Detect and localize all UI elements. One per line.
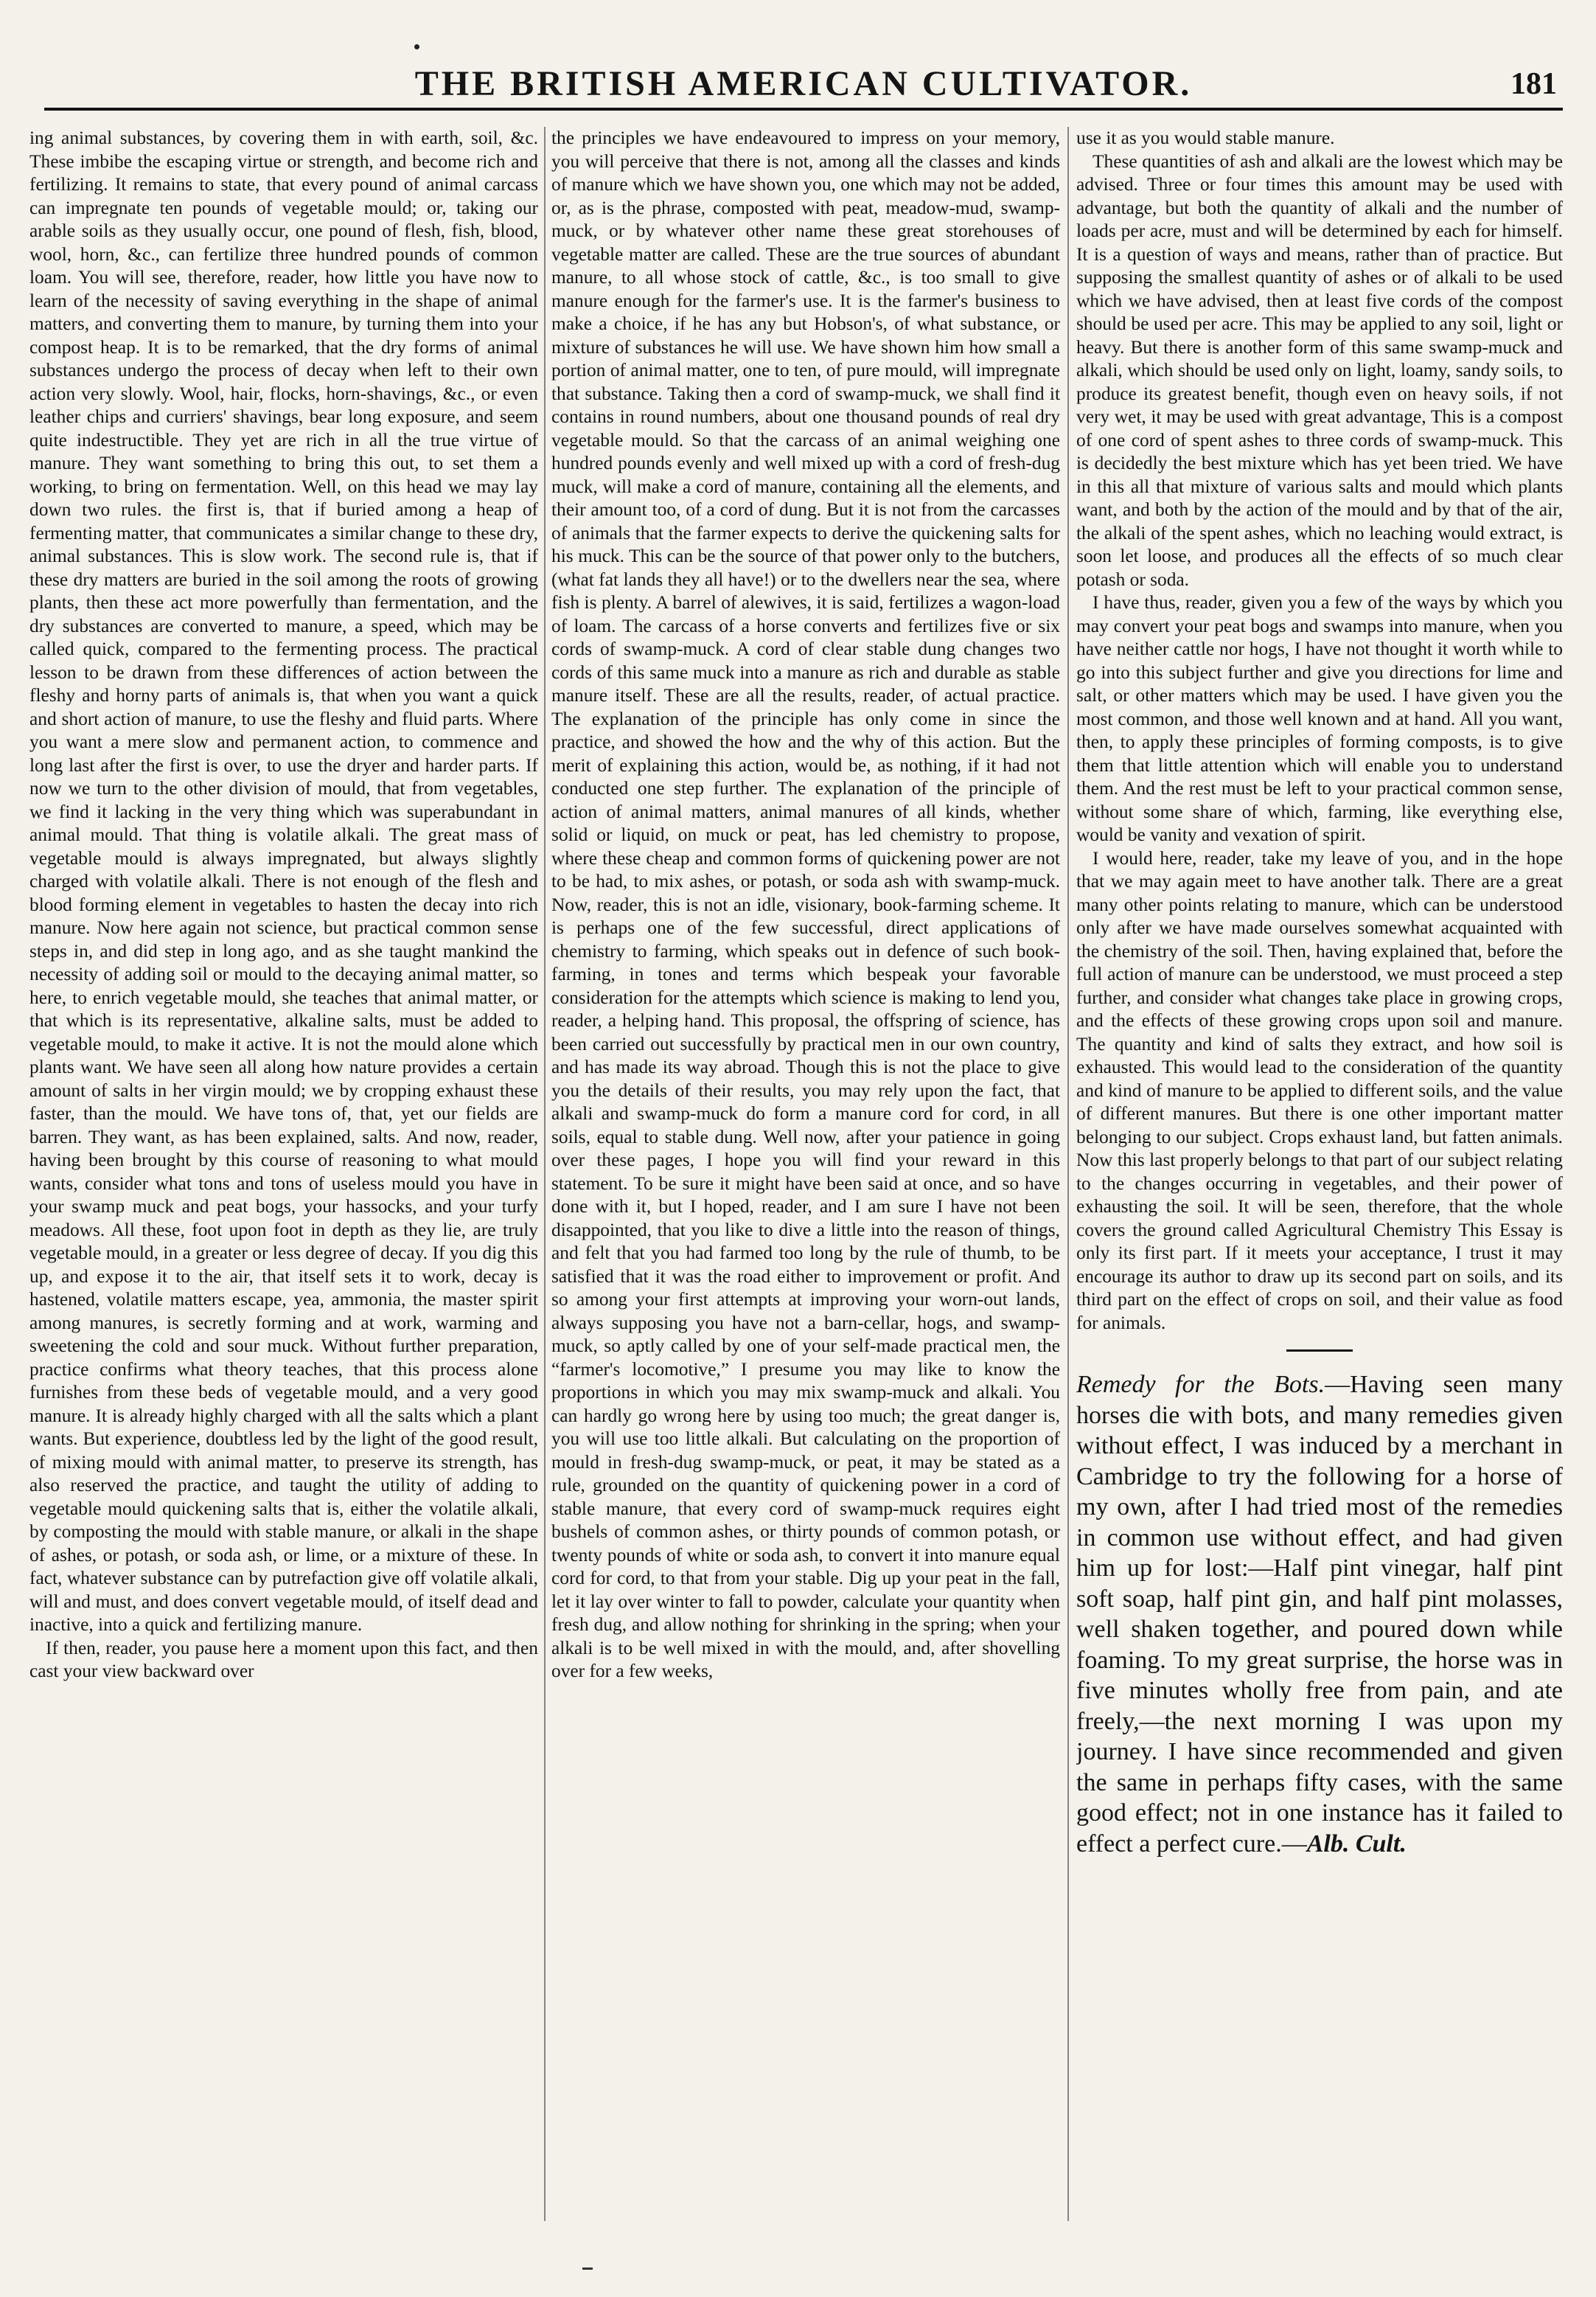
paragraph: I have thus, reader, given you a few of the ways by which you may convert your peat bogs and swamps into manure, when you have neither cattle nor hogs, I have not thought it worth while to go into this subject further and give you directions for lime and salt, or other matters which may be used. I have given you the most common, and those well known and at hand. All you want, then, to apply these principles of forming composts, is to give them that little attention which will enable you to understand them. And the rest must be left to your practical common sense, without some share of which, farming, like everything else, would be vanity and vexation of spirit. (1076, 592, 1563, 845)
paragraph: use it as you would stable manure. (1076, 128, 1335, 148)
page-number: 181 (1510, 67, 1557, 101)
section-divider (1286, 1349, 1353, 1352)
column-divider (1067, 127, 1069, 2221)
remedy-title: Remedy for the Bots. (1076, 1371, 1325, 1398)
remedy-body: —Having seen many horses die with bots, and many remedies given without effect, I was induced by a merchant in Cambridge to try the following for a horse of my own, after I had tried most of the remedies in common use without effect, and had given him up for lost:—Half pint vinegar, half pint soft soap, half pint gin, and half pint molasses, well shaken together, and poured down while foaming. To my great surprise, the horse was in five minutes wholly free from pain, and ate freely,—the next morning I was upon my journey. I have since recommended and given the same in perhaps fifty cases, with the same good effect; not in one instance has it failed to effect a perfect cure.— (1076, 1371, 1563, 1858)
column-3 (1076, 127, 1563, 2221)
paragraph: ing animal substances, by covering them in with earth, soil, &c. These imbibe the escaping virtue or strength, and become rich and fertilizing. It remains to state, that every pound of animal carcass can impregnate ten pounds of vegetable mould; or, taking our arable soils as they usually occur, one pound of flesh, fish, blood, wool, horn, &c., can fertilize three hundred pounds of common loam. You will see, therefore, reader, how little you have now to learn of the necessity of saving everything in the shape of animal matters, and converting them to manure, by turning them into your compost heap. It is to be remarked, that the dry forms of animal substances undergo the process of decay when left to their own action very slowly. Wool, hair, flocks, horn-shavings, &c., or even leather chips and curriers' shavings, bear long exposure, and seem quite indestructible. They yet are rich in all the true virtue of manure. They want something to bring this out, to set them a working, to bring on fermentation. Well, on this head we may lay down two rules. the first is, that if buried among a heap of fermenting matter, that communicates a similar change to these dry, animal substances. This is slow work. The second rule is, that if these dry matters are buried in the soil among the roots of growing plants, then these act more powerfully than fermentation, and the dry substances are converted to manure, a speed, which may be called quick, compared to the fermenting process. The practical lesson to be drawn from these differences of action between the fleshy and horny parts of animals is, that when you want a quick and short action of manure, to use the fleshy and fluid parts. Where you want a mere slow and permanent action, to commence and long last after the first is over, to use the dryer and harder parts. If now we turn to the other division of mould, that from vegetables, we find it lacking in the very thing which was superabundant in animal mould. That thing is volatile alkali. The great mass of vegetable mould is always impregnated, but always slightly charged with volatile alkali. There is not enough of the flesh and blood forming element in vegetables to hasten the decay into rich manure. Now here again not science, but practical common sense steps in, and did step in long ago, and as she taught mankind the necessity of adding soil or mould to the decaying animal matter, so here, to enrich vegetable mould, she teaches that animal matter, or that which is its representative, alkaline salts, must be added to vegetable mould, to make it active. It is not the mould alone which plants want. We have seen all along how nature provides a certain amount of salts in her virgin mould; we by cropping exhaust these faster, than the mould. We have tons of, that, yet our fields are barren. They want, as has been explained, salts. And now, reader, having been brought by this course of reasoning to what mould wants, consider what tons and tons of useless mould you have in your swamp muck and peat bogs, your hassocks, and your turfy meadows. All these, foot upon foot in depth as they lie, are truly vegetable mould, in a greater or less degree of decay. If you dig this up, and expose it to the air, that itself sets it to work, decay is hastened, volatile matters escape, yea, ammonia, the master spirit among manures, is secretly forming and at work, warming and sweetening the cold and sour muck. Without further preparation, practice confirms what theory teaches, that this process alone furnishes from these beds of vegetable mould, and a very good manure. It is already highly charged with all the salts which a plant wants. But experience, doubtless led by the light of the good result, of mixing mould with animal matter, to preserve its strength, has also reserved the practice, and taught the utility of adding to vegetable mould quickening salts that is, either the volatile alkali, by composting the mould with stable manure, or alkali in the shape of ashes, or potash, or soda ash, or lime, or a mixture of these. In fact, whatever substance can by putrefaction give off volatile alkali, will and must, and does convert vegetable mould, of itself dead and inactive, into a quick and fertilizing manure. (29, 128, 538, 1635)
paragraph: These quantities of ash and alkali are the lowest which may be advised. Three or four times this amount may be used with advantage, but both the quantity of alkali and the number of loads per acre, must and will be determined by each for himself. It is a question of ways and means, rather than of practice. But supposing the smallest quantity of ashes or of alkali to be used which we have advised, then at least five cords of the compost should be used per acre. This may be applied to any soil, light or heavy. But there is another form of this same swamp-muck and alkali, which should be used only on light, loamy, sandy soils, to produce its greatest benefit, though even on heavy soils, if not very wet, it may be used with great advantage, This is a compost of one cord of spent ashes to three cords of swamp-muck. This is decidedly the best mixture which has yet been tried. We have in this all that mixture of various salts and mould which plants want, and both by the action of the mould and by that of the air, the alkali of the spent ashes, which no leaching would extract, is soon let loose, and produces all the effects of so much clear potash or soda. (1076, 150, 1563, 590)
column-1 (29, 127, 538, 2221)
running-title: THE BRITISH AMERICAN CULTIVATOR. (414, 64, 1193, 103)
column-2 (551, 127, 1060, 2221)
remedy-article (1076, 1369, 1563, 1859)
column-divider (544, 127, 546, 2221)
article-columns (29, 127, 1563, 2265)
footer-mark (582, 2268, 593, 2270)
paragraph: I would here, reader, take my leave of you, and in the hope that we may again meet to have another talk. There are a great many other points relating to manure, which can be understood only after we have made ourselves somewhat acquainted with the chemistry of the soil. Then, having explained that, before the full action of manure can be understood, we must proceed a step further, and consider what changes take place in growing crops, and the effects of these growing crops upon soil and manure. The quantity and kind of salts they extract, and how soil is exhausted. This would lead to the consideration of the quantity and kind of manure to be applied to different soils, and the value of different manures. But there is one other important matter belonging to our subject. Crops exhaust land, but fatten animals. Now this last properly belongs to that part of our subject relating to the changes occurring in vegetables, and their power of exhausting the soil. It will be seen, therefore, that the whole covers the ground called Agricultural Chemistry This Essay is only its first part. If it meets your acceptance, I trust it may encourage its author to draw up its second part on soils, and its third part on the effect of crops on soil, and their value as food for animals. (1076, 847, 1563, 1333)
masthead (44, 53, 1563, 111)
paragraph: the principles we have endeavoured to impress on your memory, you will perceive that there is not, among all the classes and kinds of manure which we have shown you, one which may not be added, or, as is the phrase, composted with peat, meadow-mud, swamp-muck, or by whatever other name these great storehouses of vegetable matter are called. These are the true sources of abundant manure, to all whose stock of cattle, &c., is too small to give manure enough for the farmer's use. It is the farmer's business to make a choice, if he has any but Hobson's, of what substance, or mixture of substances he will use. We have shown him how small a portion of animal matter, one to ten, of pure mould, will impregnate that substance. Taking then a cord of swamp-muck, we shall find it contains in round numbers, about one thousand pounds of real dry vegetable mould. So that the carcass of an animal weighing one hundred pounds evenly and well mixed up with a cord of fresh-dug muck, will make a cord of manure, containing all the elements, and their amount too, of a cord of dung. But it is not from the carcasses of animals that the farmer expects to derive the quickening salts for his muck. This can be the source of that power only to the butchers, (what fat lands they all have!) or to the dwellers near the sea, where fish is plenty. A barrel of alewives, it is said, fertilizes a wagon-load of loam. The carcass of a horse converts and fertilizes five or six cords of swamp-muck. A cord of clear stable dung changes two cords of this same muck into a manure as rich and durable as stable manure itself. These are all the results, reader, of actual practice. The explanation of the principle has only come in since the practice, and showed the how and the why of this action. But the merit of explaining this action, would be, as nothing, if it had not conducted one step further. The explanation of the principle of action of animal matters, animal manures of all kinds, whether solid or liquid, on muck or peat, has led chemistry to propose, where these cheap and common forms of quickening power are not to be had, to mix ashes, or potash, or soda ash with swamp-muck. Now, reader, this is not an idle, visionary, book-farming scheme. It is perhaps one of the few successful, direct applications of chemistry to farming, which speaks out in defence of such book-farming, in tones and terms which bespeak your favorable consideration for the attempts which science is making to lend you, reader, a helping hand. This proposal, the offspring of science, has been carried out successfully by practical men in our own country, and has made its way abroad. Though this is not the place to give you the details of their results, you may rely upon the fact, that alkali and swamp-muck do form a manure cord for cord, in all soils, equal to stable dung. Well now, after your patience in going over these pages, I hope you will find your reward in this statement. To be sure it might have been said at once, and so have done with it, but I hoped, reader, and I am sure I have not been disappointed, that you like to dive a little into the reason of things, and felt that you had farmed too long by the rule of thumb, to be satisfied that it was the road either to improvement or profit. And so among your first attempts at improving your worn-out lands, always supposing you have not a barn-cellar, hogs, and swamp-muck, so aptly called by one of your self-made practical men, the “farmer's locomotive,” I presume you may like to know the proportions in which you may mix swamp-muck and alkali. You can hardly go wrong here by using too much; the great danger is, you will use too little alkali. But calculating on the proportion of mould in fresh-dug swamp-muck, or peat, it may be stated as a rule, grounded on the quantity of quickening power in a cord of stable manure, that every cord of swamp-muck requires eight bushels of common ashes, or thirty pounds of common potash, or twenty pounds of white or soda ash, to convert it into manure equal cord for cord, to that from your stable. Dig up your peat in the fall, let it lay over winter to fall to powder, calculate your quantity when fresh dug, and allow nothing for shrinking in the spring; when your alkali is to be well mixed in with the mould, and, after shovelling over for a few weeks, (551, 128, 1060, 1681)
paragraph: If then, reader, you pause here a moment upon this fact, and then cast your view backward over (29, 1637, 538, 1681)
remedy-source: Alb. Cult. (1306, 1829, 1407, 1858)
print-speck (414, 44, 419, 49)
